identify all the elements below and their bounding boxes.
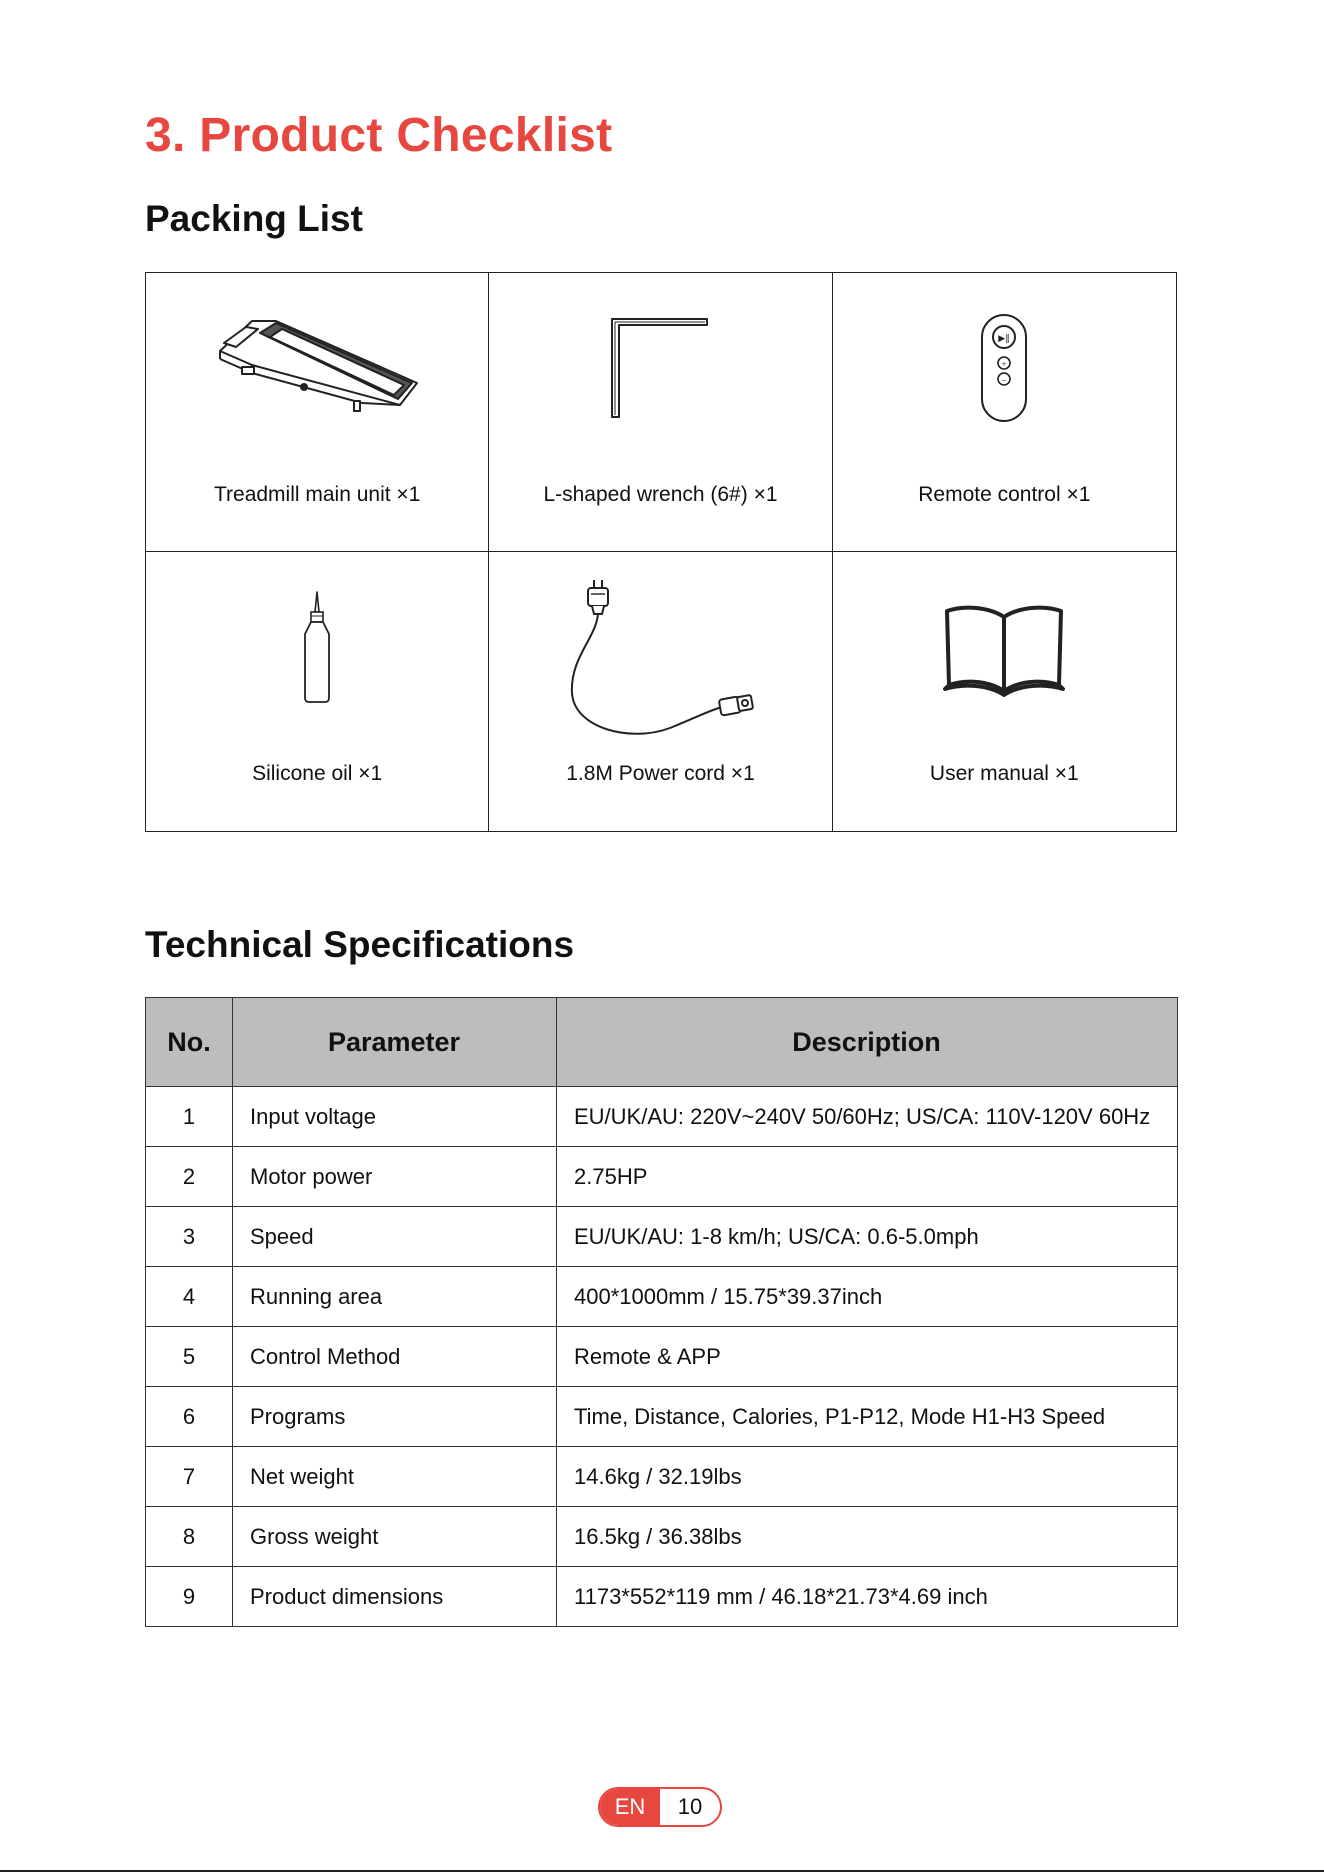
page-title: 3. Product Checklist	[145, 109, 613, 162]
table-row	[146, 1387, 1178, 1447]
column-header-description: Description	[557, 998, 1178, 1087]
row-parameter: Speed	[233, 1207, 557, 1267]
packing-item-label: Remote control ×1	[918, 483, 1091, 506]
packing-list-grid	[145, 272, 1177, 832]
table-row	[146, 1447, 1178, 1507]
row-parameter: Input voltage	[233, 1087, 557, 1147]
packing-item-label: L-shaped wrench (6#) ×1	[543, 483, 778, 506]
row-parameter: Product dimensions	[233, 1567, 557, 1627]
row-description: 1173*552*119 mm / 46.18*21.73*4.69 inch	[557, 1567, 1178, 1627]
row-parameter: Running area	[233, 1267, 557, 1327]
manual-book-icon	[939, 597, 1069, 697]
table-header-row	[146, 998, 1178, 1087]
packing-item	[146, 273, 489, 552]
packing-item-label: User manual ×1	[929, 762, 1079, 785]
column-header-no: No.	[146, 998, 233, 1087]
table-row	[146, 1507, 1178, 1567]
treadmill-icon	[212, 313, 422, 423]
svg-text:−: −	[1001, 376, 1007, 384]
specifications-table	[145, 997, 1178, 1627]
packing-item	[833, 273, 1176, 552]
table-row	[146, 1147, 1178, 1207]
language-label: EN	[600, 1789, 660, 1825]
page-number-badge	[598, 1787, 722, 1827]
row-description: 2.75HP	[557, 1147, 1178, 1207]
packing-item	[489, 552, 832, 831]
wrench-icon	[605, 313, 715, 423]
row-number: 1	[146, 1087, 233, 1147]
row-number: 4	[146, 1267, 233, 1327]
row-description: EU/UK/AU: 1-8 km/h; US/CA: 0.6-5.0mph	[557, 1207, 1178, 1267]
row-number: 6	[146, 1387, 233, 1447]
packing-item	[489, 273, 832, 552]
row-number: 7	[146, 1447, 233, 1507]
packing-item	[146, 552, 489, 831]
page-number: 10	[677, 1794, 703, 1819]
row-number: 5	[146, 1327, 233, 1387]
svg-text:+: +	[1001, 360, 1007, 368]
table-row	[146, 1327, 1178, 1387]
row-description: 14.6kg / 32.19lbs	[557, 1447, 1178, 1507]
row-parameter: Programs	[233, 1387, 557, 1447]
packing-item	[833, 552, 1176, 831]
packing-item-label: Silicone oil ×1	[252, 762, 383, 785]
row-number: 8	[146, 1507, 233, 1567]
row-parameter: Control Method	[233, 1327, 557, 1387]
row-description: 16.5kg / 36.38lbs	[557, 1507, 1178, 1567]
packing-list-title: Packing List	[145, 198, 363, 239]
row-description: EU/UK/AU: 220V~240V 50/60Hz; US/CA: 110V-120V 60Hz	[557, 1087, 1178, 1147]
svg-text:▶‖: ▶‖	[998, 333, 1011, 344]
table-row	[146, 1567, 1178, 1627]
technical-specifications-title: Technical Specifications	[145, 924, 575, 965]
row-description: 400*1000mm / 15.75*39.37inch	[557, 1267, 1178, 1327]
table-row	[146, 1267, 1178, 1327]
row-parameter: Gross weight	[233, 1507, 557, 1567]
row-number: 3	[146, 1207, 233, 1267]
row-description: Remote & APP	[557, 1327, 1178, 1387]
row-number: 9	[146, 1567, 233, 1627]
row-parameter: Net weight	[233, 1447, 557, 1507]
table-row	[146, 1207, 1178, 1267]
remote-control-icon	[974, 311, 1034, 426]
oil-bottle-icon	[297, 590, 337, 705]
row-parameter: Motor power	[233, 1147, 557, 1207]
packing-item-label: Treadmill main unit ×1	[213, 483, 421, 506]
row-number: 2	[146, 1147, 233, 1207]
column-header-parameter: Parameter	[233, 998, 557, 1087]
power-cord-icon	[560, 578, 760, 748]
row-description: Time, Distance, Calories, P1-P12, Mode H1-H3 Speed	[557, 1387, 1178, 1447]
table-row	[146, 1087, 1178, 1147]
packing-item-label: 1.8M Power cord ×1	[566, 762, 755, 785]
